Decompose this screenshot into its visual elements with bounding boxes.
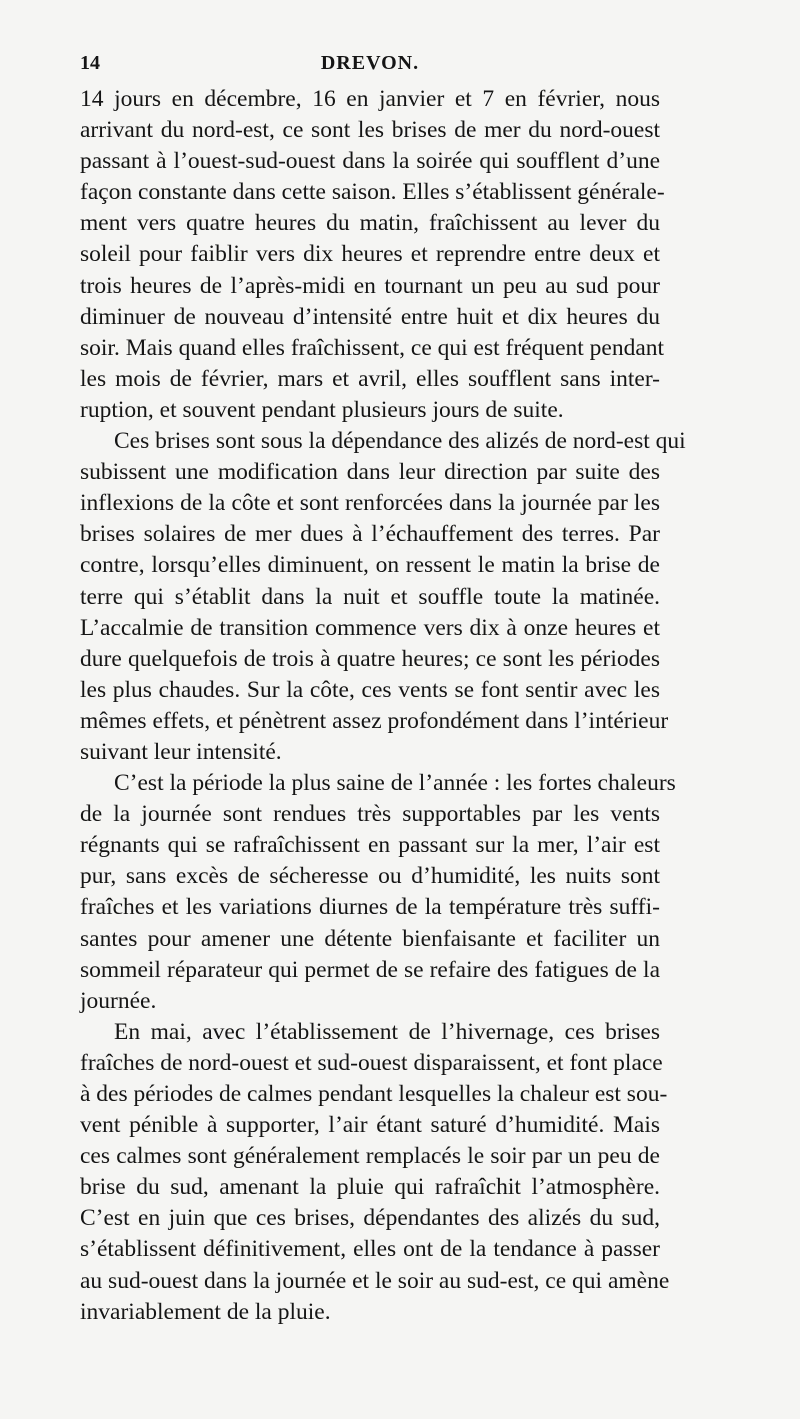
text-line: soir. Mais quand elles fraîchissent, ce qui est fréquent pendant <box>80 334 665 361</box>
text-line: brise du sud, amenant la pluie qui rafraîchit l’atmosphère. <box>80 1174 660 1201</box>
paragraph <box>80 768 676 1017</box>
text-line: journée. <box>80 987 157 1014</box>
paragraph <box>80 426 686 768</box>
text-line: mêmes effets, et pénètrent assez profondément dans l’intérieur <box>80 707 669 734</box>
text-line: soleil pour faiblir vers dix heures et reprendre entre deux et <box>80 241 660 268</box>
text-line: C’est en juin que ces brises, dépendantes des alizés du sud, <box>80 1205 660 1232</box>
text-line: 14 jours en décembre, 16 en janvier et 7 en février, nous <box>80 86 660 112</box>
text-line: régnants qui se rafraîchissent en passant sur la mer, l’air est <box>80 832 660 859</box>
text-line: suivant leur intensité. <box>80 738 282 765</box>
text-line: subissent une modification dans leur direction par suite des <box>80 459 660 486</box>
text-line: terre qui s’établit dans la nuit et souffle toute la matinée. <box>80 583 660 610</box>
text-line: passant à l’ouest-sud-ouest dans la soirée qui soufflent d’une <box>80 148 660 175</box>
text-line: C’est la période la plus saine de l’année : les fortes chaleurs <box>114 770 676 797</box>
paragraph <box>80 1017 670 1328</box>
text-line: santes pour amener une détente bienfaisante et faciliter un <box>80 925 660 952</box>
text-line: ces calmes sont généralement remplacés le soir par un peu de <box>80 1143 660 1170</box>
body-text <box>80 84 686 1328</box>
page-header <box>80 52 660 78</box>
text-line: fraîches de nord-ouest et sud-ouest disparaissent, et font place <box>80 1049 663 1076</box>
page-number: 14 <box>80 52 100 74</box>
text-line: les mois de février, mars et avril, elles soufflent sans inter- <box>80 365 660 392</box>
text-line: s’établissent définitivement, elles ont de la tendance à passer <box>80 1236 660 1263</box>
text-line: vent pénible à supporter, l’air étant saturé d’humidité. Mais <box>80 1112 660 1139</box>
text-line: inflexions de la côte et sont renforcées dans la journée par les <box>80 490 660 517</box>
text-line: Ces brises sont sous la dépendance des alizés de nord-est qui <box>114 428 686 455</box>
text-line: diminuer de nouveau d’intensité entre huit et dix heures du <box>80 303 660 330</box>
text-line: contre, lorsqu’elles diminuent, on ressent le matin la brise de <box>80 552 660 579</box>
text-line: de la journée sont rendues très supportables par les vents <box>80 801 660 828</box>
running-title: DREVON. <box>320 52 420 74</box>
text-line: arrivant du nord-est, ce sont les brises de mer du nord-ouest <box>80 117 660 144</box>
text-line: brises solaires de mer dues à l’échauffement des terres. Par <box>80 521 660 548</box>
text-line: au sud-ouest dans la journée et le soir au sud-est, ce qui amène <box>80 1267 670 1294</box>
text-line: ruption, et souvent pendant plusieurs jours de suite. <box>80 396 564 423</box>
text-line: L’accalmie de transition commence vers dix à onze heures et <box>80 614 660 641</box>
text-line: fraîches et les variations diurnes de la température très suffi- <box>80 894 660 921</box>
text-line: à des périodes de calmes pendant lesquelles la chaleur est sou- <box>80 1081 668 1107</box>
text-line: ment vers quatre heures du matin, fraîchissent au lever du <box>80 210 660 237</box>
paragraph <box>80 84 665 426</box>
text-line: les plus chaudes. Sur la côte, ces vents se font sentir avec les <box>80 676 660 703</box>
text-line: trois heures de l’après-midi en tournant un peu au sud pour <box>80 272 660 299</box>
text-line: façon constante dans cette saison. Elles s’établissent générale- <box>80 179 665 206</box>
text-line: invariablement de la pluie. <box>80 1298 331 1325</box>
text-line: sommeil réparateur qui permet de se refaire des fatigues de la <box>80 956 660 983</box>
text-line: pur, sans excès de sécheresse ou d’humidité, les nuits sont <box>80 863 660 890</box>
text-line: dure quelquefois de trois à quatre heures; ce sont les périodes <box>80 645 660 672</box>
text-line: En mai, avec l’établissement de l’hivernage, ces brises <box>114 1018 660 1045</box>
